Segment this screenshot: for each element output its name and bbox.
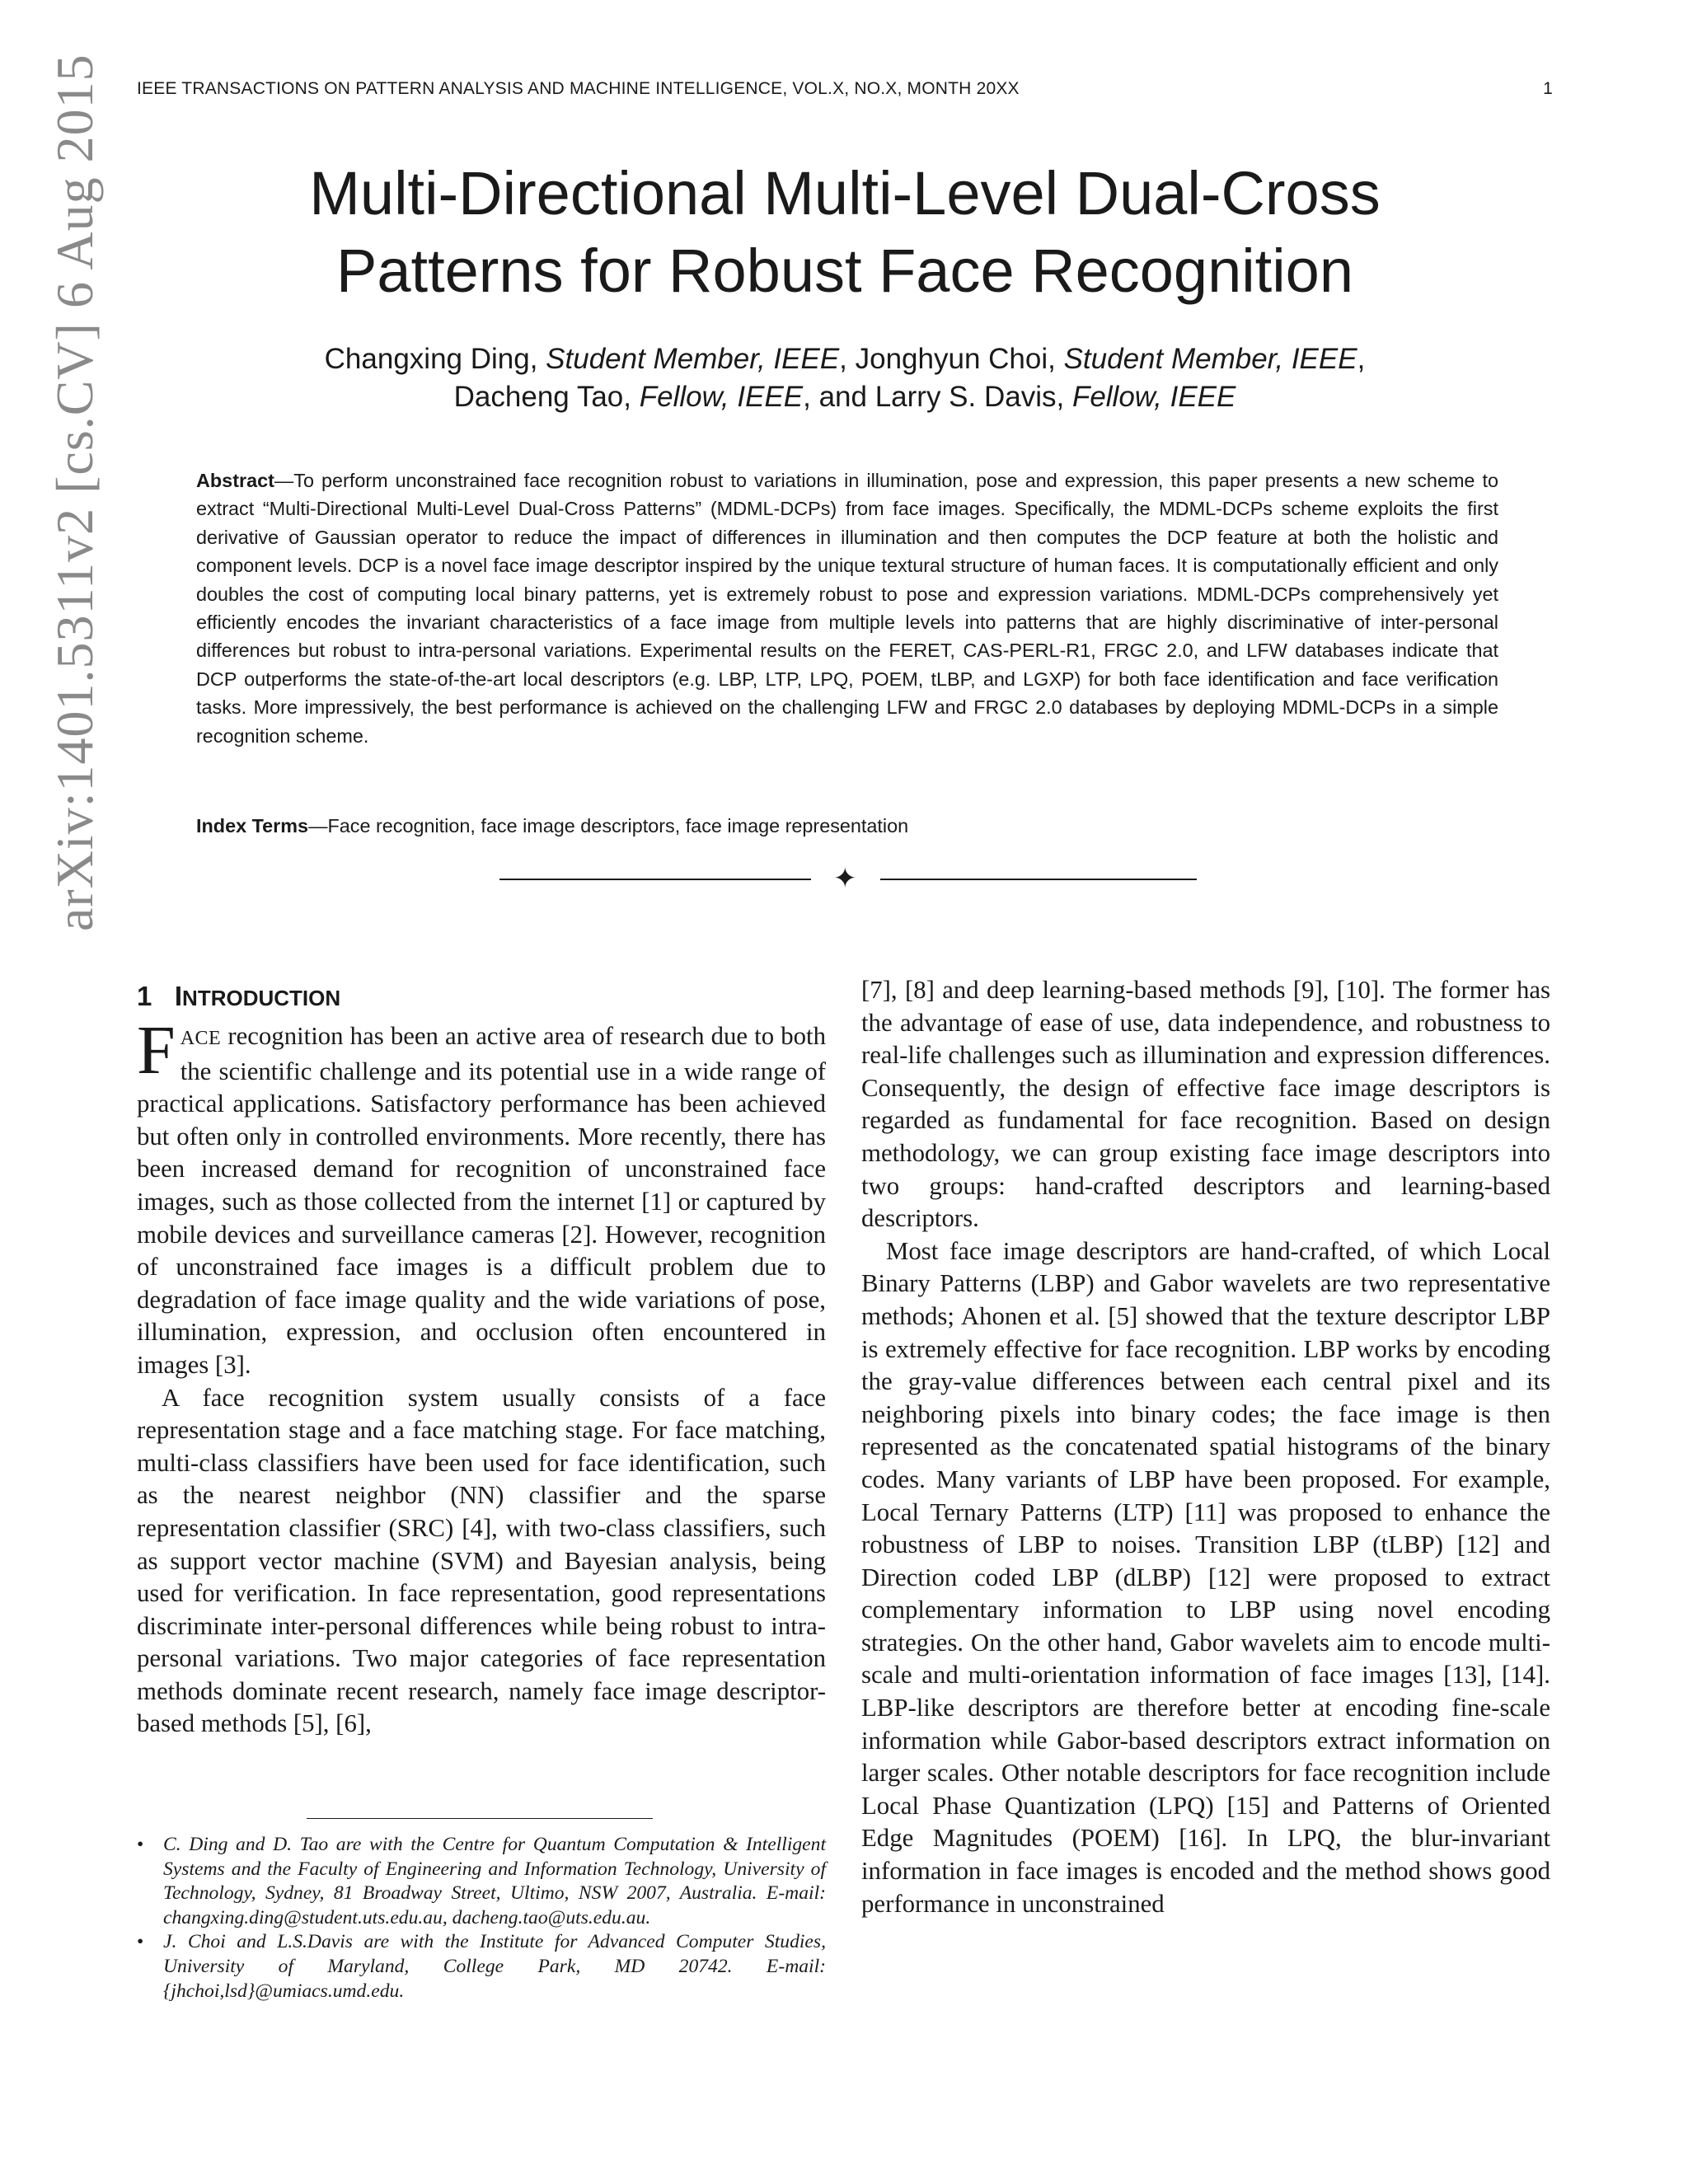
section-separator bbox=[499, 864, 1197, 894]
section-title-rest: NTRODUCTION bbox=[182, 986, 341, 1010]
footnote-bullet-icon: • bbox=[137, 1931, 144, 1953]
author-1-name: Changxing Ding, bbox=[324, 343, 546, 375]
author-2-role: Student Member, IEEE bbox=[1063, 343, 1357, 375]
section-heading bbox=[137, 981, 340, 1012]
right-column bbox=[861, 974, 1550, 1920]
footnote-text: C. Ding and D. Tao are with the Centre for Quantum Computation & Intelligent Systems and the Faculty of Engineering and Information Technology, University of Technology, Sydney, 81 Broadway Street, Ultimo, NSW 2007, Australia. E-mail: changxing.ding@student.uts.edu.au, dacheng.tao@uts.edu.au. bbox=[163, 1834, 826, 1929]
author-2-tail: , bbox=[1357, 343, 1366, 375]
intro-paragraph-4: Most face image descriptors are hand-crafted, of which Local Binary Patterns (LBP) and Gabor wavelets are two representative methods; Ahonen et al. [5] showed that the texture descriptor LBP is extremely effective for face recognition. LBP works by encoding the gray-value differences between each central pixel and its neighboring pixels into binary codes; the face image is then represented as the concatenated spatial histograms of the binary codes. Many variants of LBP have been proposed. For example, Local Ternary Patterns (LTP) [11] was proposed to enhance the robustness of LBP to noises. Transition LBP (tLBP) [12] and Direction coded LBP (dLBP) [12] were proposed to extract complementary information to LBP using novel encoding strategies. On the other hand, Gabor wavelets aim to encode multi-scale and multi-orientation information of face images [13], [14]. LBP-like descriptors are therefore better at encoding fine-scale information while Gabor-based descriptors extract information on larger scales. Other notable descriptors for face recognition include Local Phase Quantization (LPQ) [15] and Patterns of Oriented Edge Magnitudes (POEM) [16]. In LPQ, the blur-invariant information in face images is encoded and the method shows good performance in unconstrained bbox=[861, 1236, 1550, 1918]
author-2-name: , Jonghyun Choi, bbox=[839, 343, 1064, 375]
title-line-1: Multi-Directional Multi-Level Dual-Cross bbox=[309, 159, 1381, 227]
running-head bbox=[137, 79, 1553, 99]
drop-cap: F bbox=[137, 1012, 176, 1089]
intro-paragraph-1-text: recognition has been an active area of research due to both the scientific challenge and its potential use in a wide range of practical applications. Satisfactory performance has been achieved but often only in controlled environments. More recently, there has been increased demand for recognition of unconstrained face images, such as those collected from the internet [1] or captured by mobile devices and surveillance cameras [2]. However, recognition of unconstrained face images is a difficult problem due to degradation of face image quality and the wide variations of pose, illumination, expression, and occlusion often encountered in images [3]. bbox=[137, 1022, 826, 1379]
page-number: 1 bbox=[1543, 79, 1553, 98]
intro-paragraph-1 bbox=[137, 1012, 826, 1382]
footnote-affiliation-2 bbox=[137, 1930, 826, 2004]
abstract bbox=[196, 466, 1498, 750]
left-column bbox=[137, 1012, 826, 1741]
footnote-rule bbox=[307, 1818, 653, 1819]
intro-paragraph-2: A face recognition system usually consists of a face representation stage and a face matching stage. For face matching, multi-class classifiers have been used for face identification, such as the nearest neighbor (NN) classifier and the sparse representation classifier (SRC) [4], with two-class classifiers, such as support vector machine (SVM) and Bayesian analysis, being used for verification. In face representation, good representations discriminate inter-personal differences while being robust to intra-personal variations. Two major categories of face representation methods dominate recent research, namely face image descriptor-based methods [5], [6], bbox=[137, 1383, 826, 1738]
separator-rule-right bbox=[880, 879, 1197, 880]
index-terms-text: —Face recognition, face image descriptors, face image representation bbox=[308, 815, 909, 837]
footnote-affiliation-1 bbox=[137, 1833, 826, 1930]
journal-name: IEEE TRANSACTIONS ON PATTERN ANALYSIS AND MACHINE INTELLIGENCE, VOL.X, NO.X, MONTH 20XX bbox=[137, 79, 1020, 98]
author-4-role: Fellow, IEEE bbox=[1071, 381, 1236, 413]
separator-rule-left bbox=[499, 879, 811, 880]
author-list bbox=[137, 340, 1553, 416]
author-3-role: Fellow, IEEE bbox=[639, 381, 804, 413]
small-caps-lead: ACE bbox=[180, 1028, 222, 1049]
title-line-2: Patterns for Robust Face Recognition bbox=[336, 237, 1353, 305]
section-number: 1 bbox=[137, 981, 152, 1011]
separator-diamond-icon: ✦ bbox=[833, 864, 857, 894]
abstract-text: —To perform unconstrained face recognition robust to variations in illumination, pose and expression, this paper presents a new scheme to extract “Multi-Directional Multi-Level Dual-Cross Patterns” (MDML-DCPs) from face images. Specifically, the MDML-DCPs scheme exploits the first derivative of Gaussian operator to reduce the impact of differences in illumination and then computes the DCP feature at both the holistic and component levels. DCP is a novel face image descriptor inspired by the unique textural structure of human faces. It is computationally efficient and only doubles the cost of computing local binary patterns, yet is extremely robust to pose and expression variations. MDML-DCPs comprehensively yet efficiently encodes the invariant characteristics of a face image from multiple levels into patterns that are highly discriminative of inter-personal differences but robust to intra-personal variations. Experimental results on the FERET, CAS-PERL-R1, FRGC 2.0, and LFW databases indicate that DCP outperforms the state-of-the-art local descriptors (e.g. LBP, LTP, LPQ, POEM, tLBP, and LGXP) for both face identification and face verification tasks. More impressively, the best performance is achieved on the challenging LFW and FRGC 2.0 databases by deploying MDML-DCPs in a simple recognition scheme. bbox=[196, 470, 1498, 747]
author-1-role: Student Member, IEEE bbox=[546, 343, 840, 375]
index-terms bbox=[196, 812, 1498, 840]
abstract-label: Abstract bbox=[196, 470, 274, 491]
intro-paragraph-3: [7], [8] and deep learning-based methods [9], [10]. The former has the advantage of ease of use, data independence, and robustness to real-life challenges such as illumination and expression differences. Consequently, the design of effective face image descriptors is regarded as fundamental for face recognition. Based on design methodology, we can group existing face image descriptors into two groups: hand-crafted descriptors and learning-based descriptors. bbox=[861, 976, 1550, 1233]
paper-title bbox=[137, 155, 1553, 310]
footnote-bullet-icon: • bbox=[137, 1834, 144, 1855]
footnotes bbox=[137, 1833, 826, 2004]
footnote-text: J. Choi and L.S.Davis are with the Institute for Advanced Computer Studies, University of Maryland, College Park, MD 20742. E-mail: {jhchoi,lsd}@umiacs.umd.edu. bbox=[163, 1931, 826, 2002]
index-terms-label: Index Terms bbox=[196, 815, 309, 837]
arxiv-stamp: arXiv:1401.5311v2 [cs.CV] 6 Aug 2015 bbox=[45, 54, 104, 931]
author-3-name: Dacheng Tao, bbox=[453, 381, 640, 413]
author-4-name: , and Larry S. Davis, bbox=[803, 381, 1072, 413]
section-title-first-letter: I bbox=[174, 981, 183, 1011]
